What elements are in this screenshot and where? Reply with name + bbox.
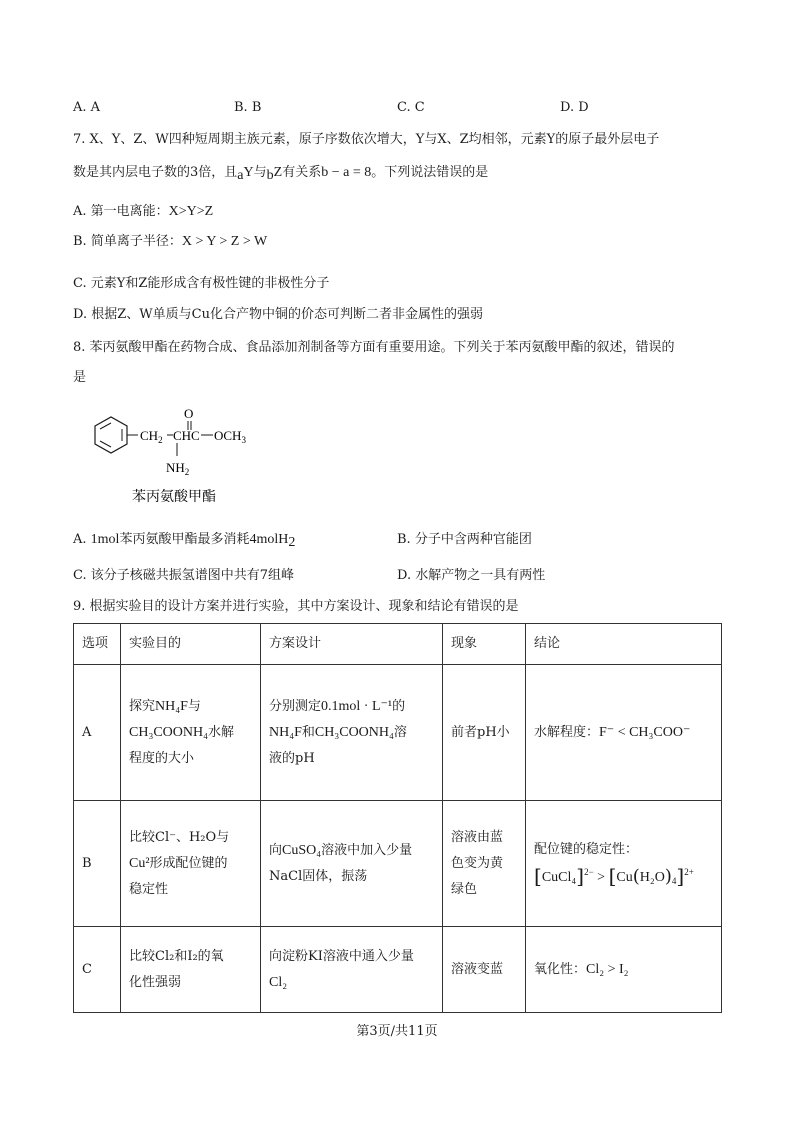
row-a-label: A bbox=[74, 665, 121, 801]
q7-option-a: A. 第一电离能：X>Y>Z bbox=[73, 204, 214, 219]
q8-option-b: B. 分子中含两种官能团 bbox=[397, 532, 532, 547]
row-b-design: 向CuSO₄溶液中加入少量 NaCl固体，振荡 bbox=[261, 801, 443, 927]
phenylalanine-methyl-ester-structure bbox=[70, 400, 270, 510]
carbonyl-oxygen: O bbox=[184, 406, 194, 421]
q7-option-d: D. 根据Z、W单质与Cu化合产物中铜的价态可判断二者非金属性的强弱 bbox=[73, 307, 483, 322]
prev-option-c: C. C bbox=[397, 100, 425, 115]
row-c-purpose: 比较Cl₂和I₂的氧 化性强弱 bbox=[121, 927, 261, 1013]
q8-stem-line2: 是 bbox=[73, 370, 87, 385]
benzene-inner-bond-3 bbox=[100, 441, 111, 447]
row-b-conclusion: 配位键的稳定性： [CuCl₄]$^{2-}$ > $[Cu(H_2O)_4]^{2+}$ bbox=[526, 801, 722, 927]
table-header-row bbox=[74, 624, 722, 665]
structure-name: 苯丙氨酸甲酯 bbox=[132, 490, 216, 505]
header-conclusion: 结论 bbox=[526, 624, 722, 665]
benzene-inner-bond-1 bbox=[100, 423, 111, 429]
q8-option-c: C. 该分子核磁共振氢谱图中共有7组峰 bbox=[73, 568, 295, 583]
row-c-phenomenon: 溶液变蓝 bbox=[443, 927, 526, 1013]
header-design: 方案设计 bbox=[261, 624, 443, 665]
row-b-phenomenon: 溶液由蓝 色变为黄 绿色 bbox=[443, 801, 526, 927]
q7-stem-line1: 7. X、Y、Z、W四种短周期主族元素，原子序数依次增大，Y与X、Z均相邻，元素Y的原子最外层电子 bbox=[73, 132, 660, 147]
row-c-conclusion: 氧化性：Cl₂ > I₂ bbox=[526, 927, 722, 1013]
ch2-group: $CH_2$ bbox=[140, 428, 163, 445]
prev-option-b: B. B bbox=[234, 100, 262, 115]
table-row bbox=[74, 801, 722, 927]
header-phenomenon: 现象 bbox=[443, 624, 526, 665]
row-b-purpose: 比较Cl⁻、H₂O与 Cu²形成配位键的 稳定性 bbox=[121, 801, 261, 927]
row-c-label: C bbox=[74, 927, 121, 1013]
experiment-table bbox=[73, 623, 722, 1013]
q7-stem-line2: 数是其内层电子数的3倍，且$_a$Y与$_b$Z有关系b − a = 8。下列说法错误的是 bbox=[73, 165, 489, 183]
header-option: 选项 bbox=[74, 624, 121, 665]
prev-option-a: A. A bbox=[73, 100, 101, 115]
q8-stem-line1: 8. 苯丙氨酸甲酯在药物合成、食品添加剂制备等方面有重要用途。下列关于苯丙氨酸甲酯的叙述，错误的 bbox=[73, 340, 675, 355]
row-c-design: 向淀粉KI溶液中通入少量 Cl₂ bbox=[261, 927, 443, 1013]
row-a-design: 分别测定0.1mol · L⁻¹的 NH₄F和CH₃COONH₄溶 液的pH bbox=[261, 665, 443, 801]
row-a-conclusion: 水解程度：F⁻ < CH₃COO⁻ bbox=[526, 665, 722, 801]
q7-option-b: B. 简单离子半径：X > Y > Z > W bbox=[73, 234, 268, 249]
q8-option-d: D. 水解产物之一具有两性 bbox=[397, 568, 546, 583]
page-footer: 第3页/共11页 bbox=[356, 1024, 438, 1039]
table-row bbox=[74, 927, 722, 1013]
och3-group: $OCH_3$ bbox=[214, 428, 246, 445]
table-row bbox=[74, 665, 722, 801]
row-a-phenomenon: 前者pH小 bbox=[443, 665, 526, 801]
row-b-label: B bbox=[74, 801, 121, 927]
header-purpose: 实验目的 bbox=[121, 624, 261, 665]
q8-option-a: A. 1mol苯丙氨酸甲酯最多消耗4molH$_2$ bbox=[73, 532, 296, 550]
chc-group: CHC bbox=[173, 428, 200, 443]
nh2-group: $NH_2$ bbox=[166, 460, 190, 477]
prev-option-d: D. D bbox=[560, 100, 589, 115]
q7-option-c: C. 元素Y和Z能形成含有极性键的非极性分子 bbox=[73, 276, 330, 291]
row-a-purpose: 探究NH₄F与 CH₃COONH₄水解 程度的大小 bbox=[121, 665, 261, 801]
q9-stem: 9. 根据实验目的设计方案并进行实验，其中方案设计、现象和结论有错误的是 bbox=[73, 599, 519, 614]
